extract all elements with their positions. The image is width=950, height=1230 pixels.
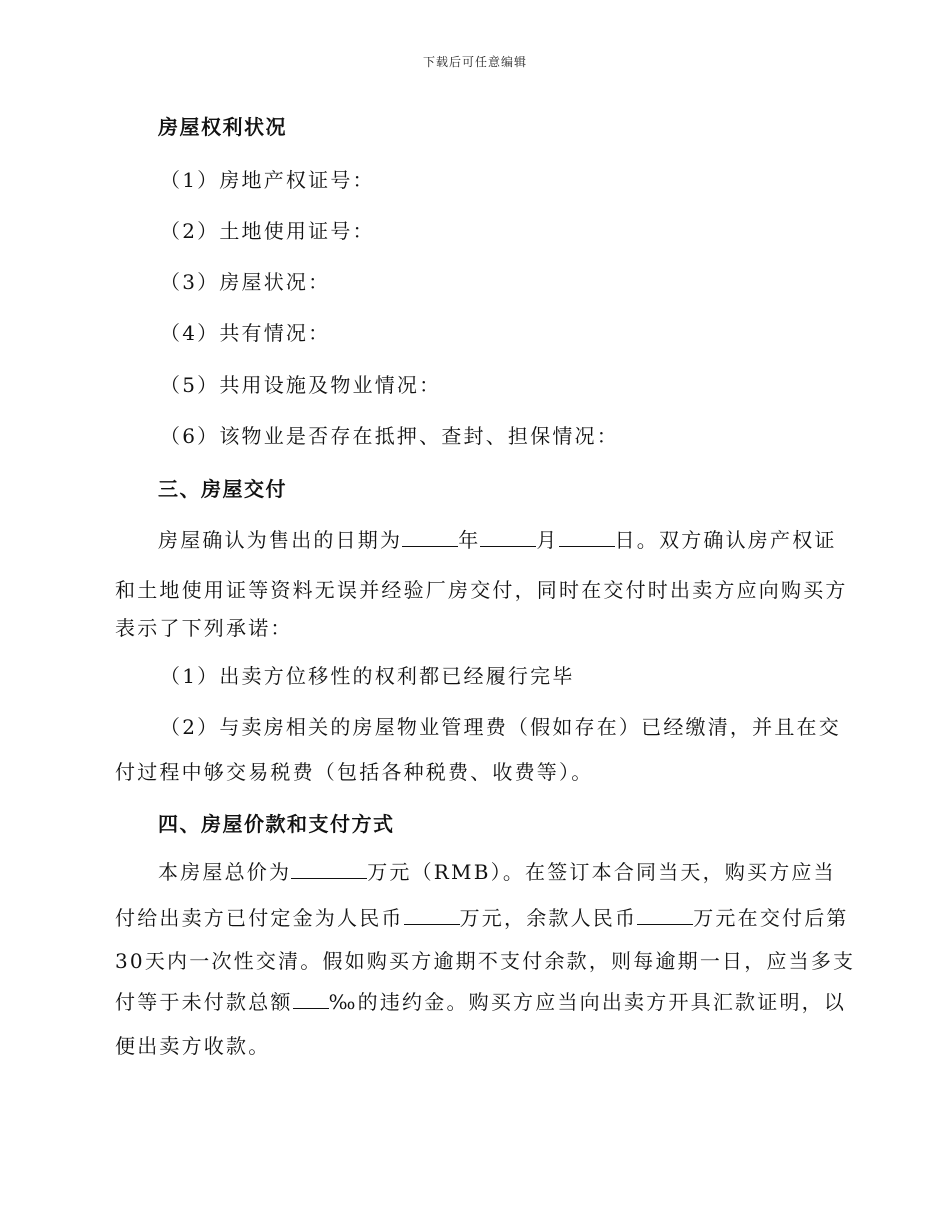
price-text: 付等于未付款总额 [115, 990, 293, 1014]
section-delivery-title: 三、房屋交付 [158, 477, 287, 501]
delivery-para-line-2: 和土地使用证等资料无误并经验厂房交付，同时在交付时出卖方应向购买方 [115, 578, 848, 602]
month-blank [480, 526, 536, 547]
price-para-line-3: 30天内一次性交清。假如购买方逾期不支付余款，则每逾期一日，应当多支 [115, 949, 856, 973]
delivery-text: 日。双方确认房产权证 [614, 528, 837, 552]
delivery-item-2-line-2: 付过程中够交易税费（包括各种税费、收费等）。 [115, 760, 594, 784]
rights-item-2: （2）土地使用证号： [160, 219, 375, 243]
rights-item-1: （1）房地产权证号： [160, 168, 375, 192]
balance-blank [637, 904, 693, 925]
price-text: 付给出卖方已付定金为人民币 [115, 906, 404, 930]
rights-item-5: （5）共用设施及物业情况： [160, 373, 442, 397]
price-text: ‰的违约金。购买方应当向出卖方开具汇款证明，以 [328, 990, 847, 1014]
day-blank [559, 526, 615, 547]
rights-item-3: （3）房屋状况： [160, 270, 331, 294]
page-header-note: 下载后可任意编辑 [422, 55, 527, 69]
deposit-blank [404, 904, 460, 925]
price-para-line-2 [115, 904, 849, 932]
delivery-item-1: （1）出卖方位移性的权利都已经履行完毕 [160, 664, 575, 688]
delivery-text: 年 [458, 528, 481, 552]
delivery-text: 月 [536, 528, 559, 552]
price-para-line-4 [115, 988, 846, 1016]
penalty-rate-blank [293, 988, 329, 1009]
delivery-text: 房屋确认为售出的日期为 [158, 528, 403, 552]
total-price-blank [291, 858, 367, 879]
price-text: 本房屋总价为 [158, 860, 292, 884]
delivery-para-line-3: 表示了下列承诺： [115, 616, 293, 640]
year-blank [402, 526, 458, 547]
delivery-para-line-1 [158, 526, 837, 554]
price-text: 万元（RMB）。在签订本合同当天，购买方应当 [367, 860, 836, 884]
price-para-line-5: 便出卖方收款。 [115, 1034, 271, 1058]
section-price-title: 四、房屋价款和支付方式 [158, 812, 395, 836]
price-text: 万元在交付后第 [693, 906, 849, 930]
rights-item-4: （4）共有情况： [160, 321, 331, 345]
rights-item-6: （6）该物业是否存在抵押、查封、担保情况： [160, 424, 619, 448]
price-text: 万元，余款人民币 [459, 906, 638, 930]
delivery-item-2-line-1: （2）与卖房相关的房屋物业管理费（假如存在）已经缴清，并且在交 [160, 715, 841, 739]
price-para-line-1 [158, 858, 836, 886]
section-rights-title: 房屋权利状况 [158, 115, 287, 139]
